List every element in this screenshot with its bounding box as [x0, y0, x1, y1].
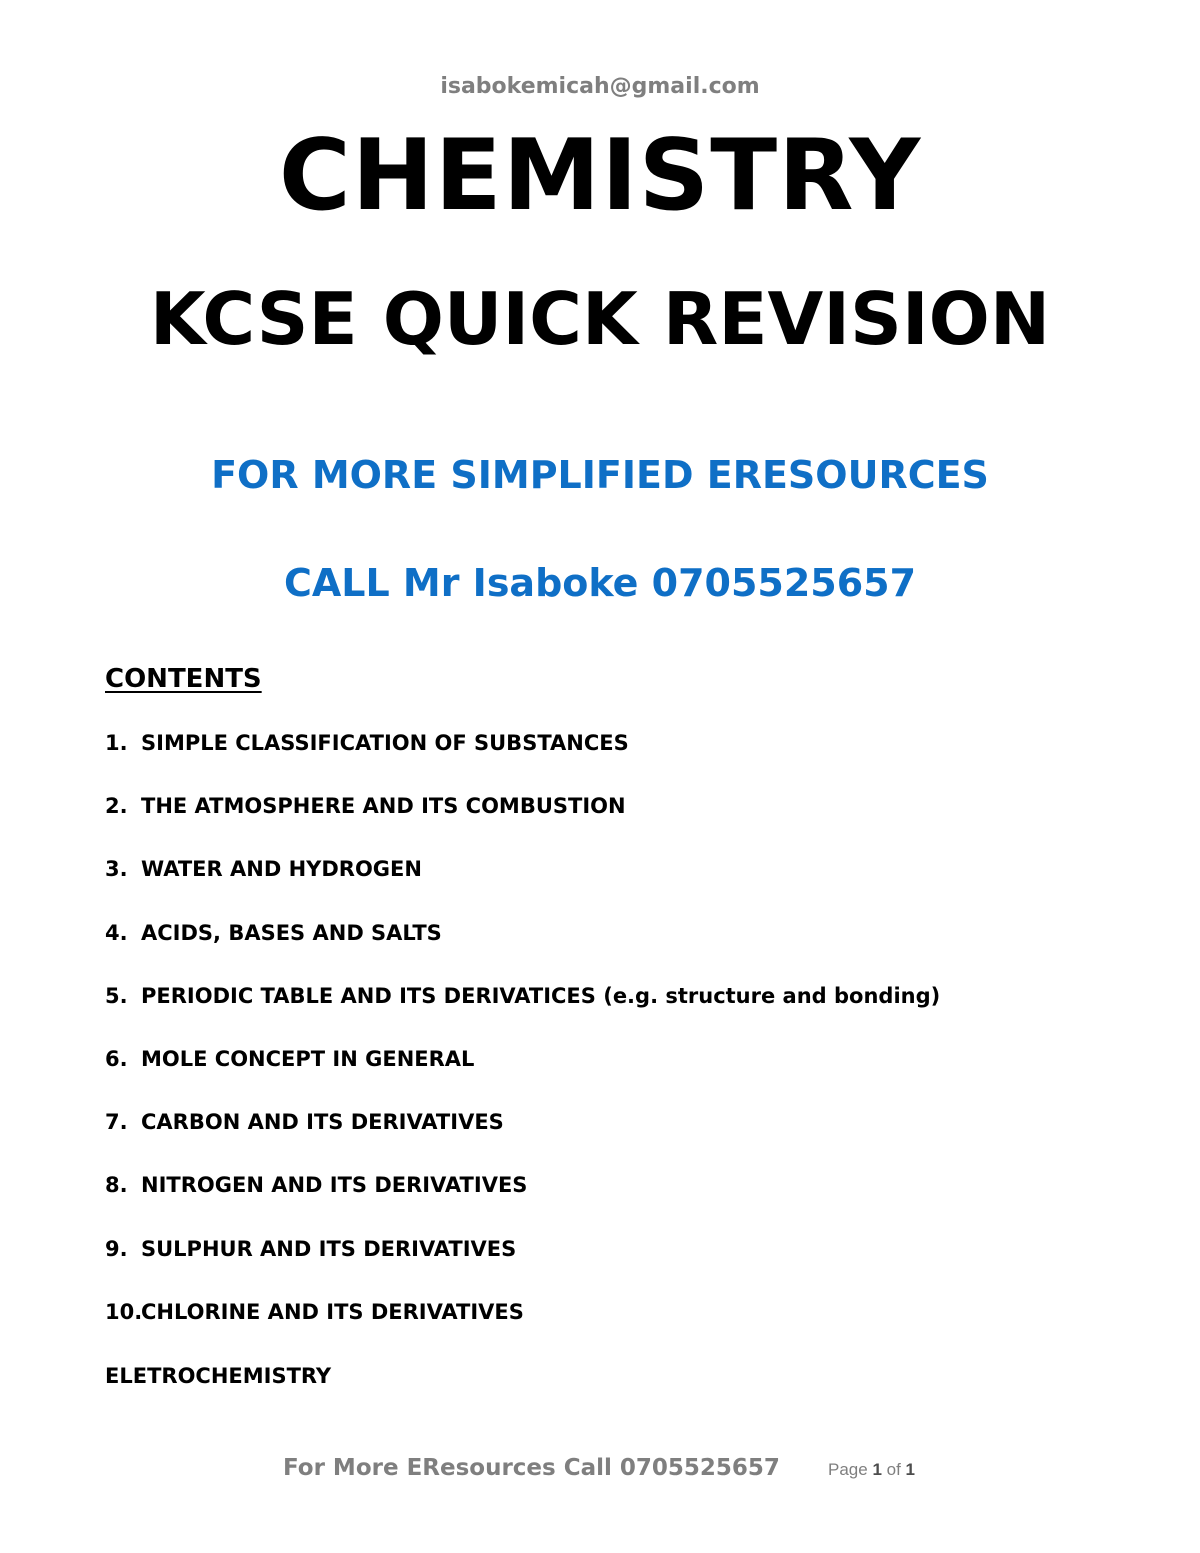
contents-item-label: SIMPLE CLASSIFICATION OF SUBSTANCES [141, 731, 629, 755]
contents-item [105, 984, 940, 1047]
contents-item-number: 5. [105, 983, 128, 1008]
page-total: 1 [905, 1460, 915, 1479]
contents-item-label: WATER AND HYDROGEN [141, 857, 422, 882]
document-subtitle: KCSE QUICK REVISION [149, 277, 1051, 361]
page-number [828, 1460, 915, 1480]
contents-item-number: 7. [105, 1110, 128, 1135]
contents-item [105, 1300, 940, 1363]
contents-item-label: THE ATMOSPHERE AND ITS COMBUSTION [141, 794, 626, 819]
contents-list [105, 731, 940, 1363]
contents-item-label: PERIODIC TABLE AND ITS DERIVATICES (e.g. structure and bonding) [141, 983, 941, 1008]
contents-item [105, 921, 940, 984]
page-current: 1 [872, 1460, 882, 1479]
promo-line-call: CALL Mr Isaboke 0705525657 [283, 561, 917, 605]
page-prefix: Page [828, 1460, 873, 1479]
contents-item-number: 1. [105, 731, 128, 755]
contents-item-number: 2. [105, 794, 128, 819]
contents-item [105, 1237, 940, 1300]
contents-item-number: 10. [105, 1299, 143, 1324]
contents-item [105, 857, 940, 920]
contents-item-label: SULPHUR AND ITS DERIVATIVES [141, 1236, 517, 1261]
promo-line-resources: FOR MORE SIMPLIFIED ERESOURCES [211, 453, 989, 497]
contents-item-number: 4. [105, 920, 128, 945]
contents-item-label: CHLORINE AND ITS DERIVATIVES [141, 1299, 524, 1324]
footer-text: For More EResources Call 0705525657 [283, 1455, 780, 1481]
contents-extra-item: ELETROCHEMISTRY [105, 1364, 332, 1388]
header-email: isabokemicah@gmail.com [440, 74, 760, 99]
contents-item [105, 794, 940, 857]
contents-item-label: ACIDS, BASES AND SALTS [141, 920, 442, 945]
contents-item-number: 9. [105, 1236, 128, 1261]
contents-heading: CONTENTS [105, 664, 262, 694]
contents-item-label: MOLE CONCEPT IN GENERAL [141, 1046, 475, 1071]
page-of: of [881, 1460, 906, 1479]
contents-item-label: CARBON AND ITS DERIVATIVES [141, 1110, 504, 1135]
contents-item-number: 8. [105, 1173, 128, 1198]
contents-item-number: 3. [105, 857, 128, 882]
contents-item-number: 6. [105, 1046, 128, 1071]
contents-item [105, 731, 940, 794]
contents-item [105, 1173, 940, 1236]
contents-item-label: NITROGEN AND ITS DERIVATIVES [141, 1173, 528, 1198]
contents-item [105, 1047, 940, 1110]
page-footer [0, 1455, 1200, 1491]
contents-item [105, 1110, 940, 1173]
document-title: CHEMISTRY [278, 119, 922, 233]
